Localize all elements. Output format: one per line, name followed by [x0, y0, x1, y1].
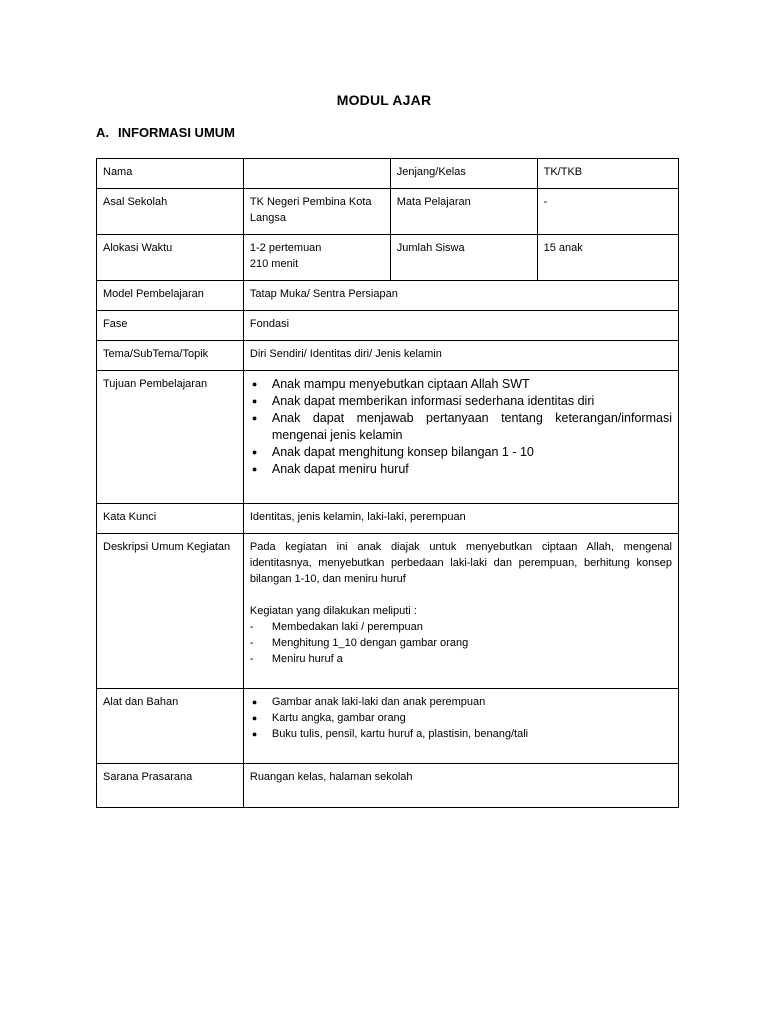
list-item: ● Anak dapat memberikan informasi sederhana identitas diri: [250, 393, 672, 410]
list-item: ● Anak dapat menghitung konsep bilangan 1 - 10: [250, 444, 672, 461]
value-fase: Fondasi: [243, 311, 678, 341]
label-tema: Tema/SubTema/Topik: [97, 341, 244, 371]
label-fase: Fase: [97, 311, 244, 341]
value-mapel: -: [537, 189, 678, 235]
alokasi-line-2: 210 menit: [249, 258, 299, 270]
table-row: [97, 281, 679, 311]
table-row: [97, 235, 679, 281]
list-item: ● Anak dapat meniru huruf: [250, 461, 672, 478]
kegiatan-list: [250, 619, 672, 667]
table-row: [97, 504, 679, 534]
value-tema: Diri Sendiri/ Identitas diri/ Jenis kelamin: [243, 341, 678, 371]
list-item: ● Anak mampu menyebutkan ciptaan Allah SWT: [250, 376, 672, 393]
table-row: [97, 764, 679, 808]
list-item: ● Gambar anak laki-laki dan anak perempuan: [250, 694, 672, 710]
label-jumlah: Jumlah Siswa: [390, 235, 537, 281]
value-alokasi: [243, 235, 390, 281]
label-kata-kunci: Kata Kunci: [97, 504, 244, 534]
list-item: - Menghitung 1_10 dengan gambar orang: [250, 635, 672, 651]
label-model: Model Pembelajaran: [97, 281, 244, 311]
label-nama: Nama: [97, 159, 244, 189]
page-title: MODUL AJAR: [336, 92, 432, 108]
section-label: INFORMASI UMUM: [118, 125, 235, 140]
label-sarana: Sarana Prasarana: [97, 764, 244, 808]
value-jumlah: 15 anak: [537, 235, 678, 281]
deskripsi-paragraph: Pada kegiatan ini anak diajak untuk menyebutkan ciptaan Allah, mengenal identitasnya, menyebutkan perbedaan laki-laki dan perempuan, berhitung konsep bilangan 1-10, dan meniru huruf: [249, 541, 672, 585]
value-deskripsi: [243, 534, 678, 689]
list-item: - Meniru huruf a: [250, 651, 672, 667]
table-row: [97, 689, 679, 764]
deskripsi-intro: Kegiatan yang dilakukan meliputi :: [249, 605, 417, 617]
list-item: ● Kartu angka, gambar orang: [250, 710, 672, 726]
table-row: [97, 159, 679, 189]
label-tujuan: Tujuan Pembelajaran: [97, 371, 244, 504]
info-table: [96, 158, 679, 808]
label-mapel: Mata Pelajaran: [390, 189, 537, 235]
value-jenjang: TK/TKB: [537, 159, 678, 189]
value-nama: [243, 159, 390, 189]
tujuan-list: [250, 376, 672, 478]
value-tujuan: [243, 371, 678, 504]
table-row: [97, 311, 679, 341]
list-item: ● Anak dapat menjawab pertanyaan tentang keterangan/informasi mengenai jenis kelamin: [250, 410, 672, 444]
table-row: [97, 534, 679, 689]
list-item: ● Buku tulis, pensil, kartu huruf a, plastisin, benang/tali: [250, 726, 672, 742]
value-alat: [243, 689, 678, 764]
table-row: [97, 341, 679, 371]
label-jenjang: Jenjang/Kelas: [390, 159, 537, 189]
value-asal-sekolah: TK Negeri Pembina Kota Langsa: [243, 189, 390, 235]
table-row: [97, 189, 679, 235]
alokasi-line-1: 1-2 pertemuan: [249, 242, 322, 254]
section-letter: A.: [96, 125, 109, 140]
section-heading: [96, 125, 235, 140]
value-model: Tatap Muka/ Sentra Persiapan: [243, 281, 678, 311]
label-alokasi: Alokasi Waktu: [97, 235, 244, 281]
alat-list: [250, 694, 672, 742]
table-row: [97, 371, 679, 504]
value-sarana: Ruangan kelas, halaman sekolah: [243, 764, 678, 808]
label-asal-sekolah: Asal Sekolah: [97, 189, 244, 235]
list-item: - Membedakan laki / perempuan: [250, 619, 672, 635]
label-deskripsi: Deskripsi Umum Kegiatan: [97, 534, 244, 689]
value-kata-kunci: Identitas, jenis kelamin, laki-laki, perempuan: [243, 504, 678, 534]
label-alat: Alat dan Bahan: [97, 689, 244, 764]
